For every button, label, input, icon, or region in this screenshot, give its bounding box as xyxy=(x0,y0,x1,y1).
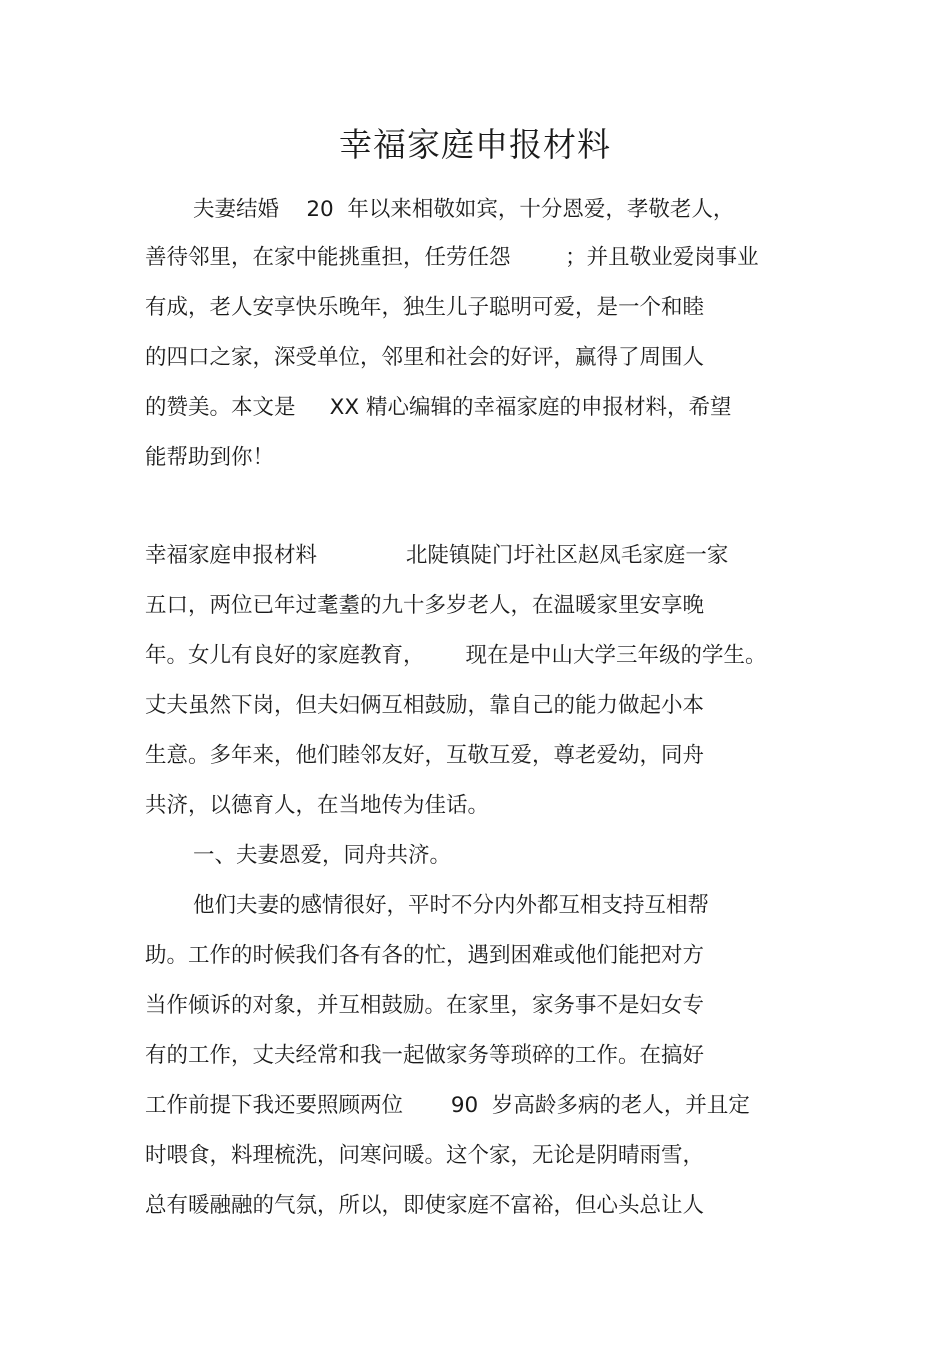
paragraph-line: 五口，两位已年过耄耋的九十多岁老人，在温暖家里安享晚 xyxy=(145,593,705,618)
paragraph-line: 有的工作，丈夫经常和我一起做家务等琐碎的工作。在搞好 xyxy=(145,1043,705,1068)
paragraph-line: 当作倾诉的对象，并互相鼓励。在家里，家务事不是妇女专 xyxy=(145,993,705,1018)
paragraph-line: 夫妻结婚 20 年以来相敬如宾，十分恩爱，孝敬老人， xyxy=(193,197,735,222)
paragraph-line: 幸福家庭申报材料 北陡镇陡门圩社区赵凤毛家庭一家 xyxy=(145,543,729,568)
paragraph-line: 年。女儿有良好的家庭教育， 现在是中山大学三年级的学生。 xyxy=(145,643,767,668)
paragraph-line: 的赞美。本文是 XX 精心编辑的幸福家庭的申报材料，希望 xyxy=(145,395,732,420)
paragraph-line: 有成，老人安享快乐晚年，独生儿子聪明可爱，是一个和睦 xyxy=(145,295,705,320)
paragraph-line: 能帮助到你！ xyxy=(145,445,275,470)
document-title: 幸福家庭申报材料 xyxy=(339,125,611,164)
paragraph-line: 的四口之家，深受单位，邻里和社会的好评，赢得了周围人 xyxy=(145,345,705,370)
paragraph-line: 善待邻里，在家中能挑重担，任劳任怨 ；并且敬业爱岗事业 xyxy=(145,245,759,270)
section-heading: 一、夫妻恩爱，同舟共济。 xyxy=(193,843,452,868)
paragraph-line: 生意。多年来，他们睦邻友好，互敬互爱，尊老爱幼，同舟 xyxy=(145,743,705,768)
paragraph-line: 总有暖融融的气氛，所以，即使家庭不富裕，但心头总让人 xyxy=(145,1193,705,1218)
paragraph-line: 时喂食，料理梳洗，问寒问暖。这个家，无论是阴晴雨雪， xyxy=(145,1143,705,1168)
paragraph-line: 助。工作的时候我们各有各的忙，遇到困难或他们能把对方 xyxy=(145,943,705,968)
paragraph-line: 工作前提下我还要照顾两位 90 岁高龄多病的老人，并且定 xyxy=(145,1093,750,1118)
paragraph-line: 他们夫妻的感情很好，平时不分内外都互相支持互相帮 xyxy=(193,893,710,918)
paragraph-line: 共济，以德育人，在当地传为佳话。 xyxy=(145,793,490,818)
paragraph-line: 丈夫虽然下岗，但夫妇俩互相鼓励，靠自己的能力做起小本 xyxy=(145,693,705,718)
